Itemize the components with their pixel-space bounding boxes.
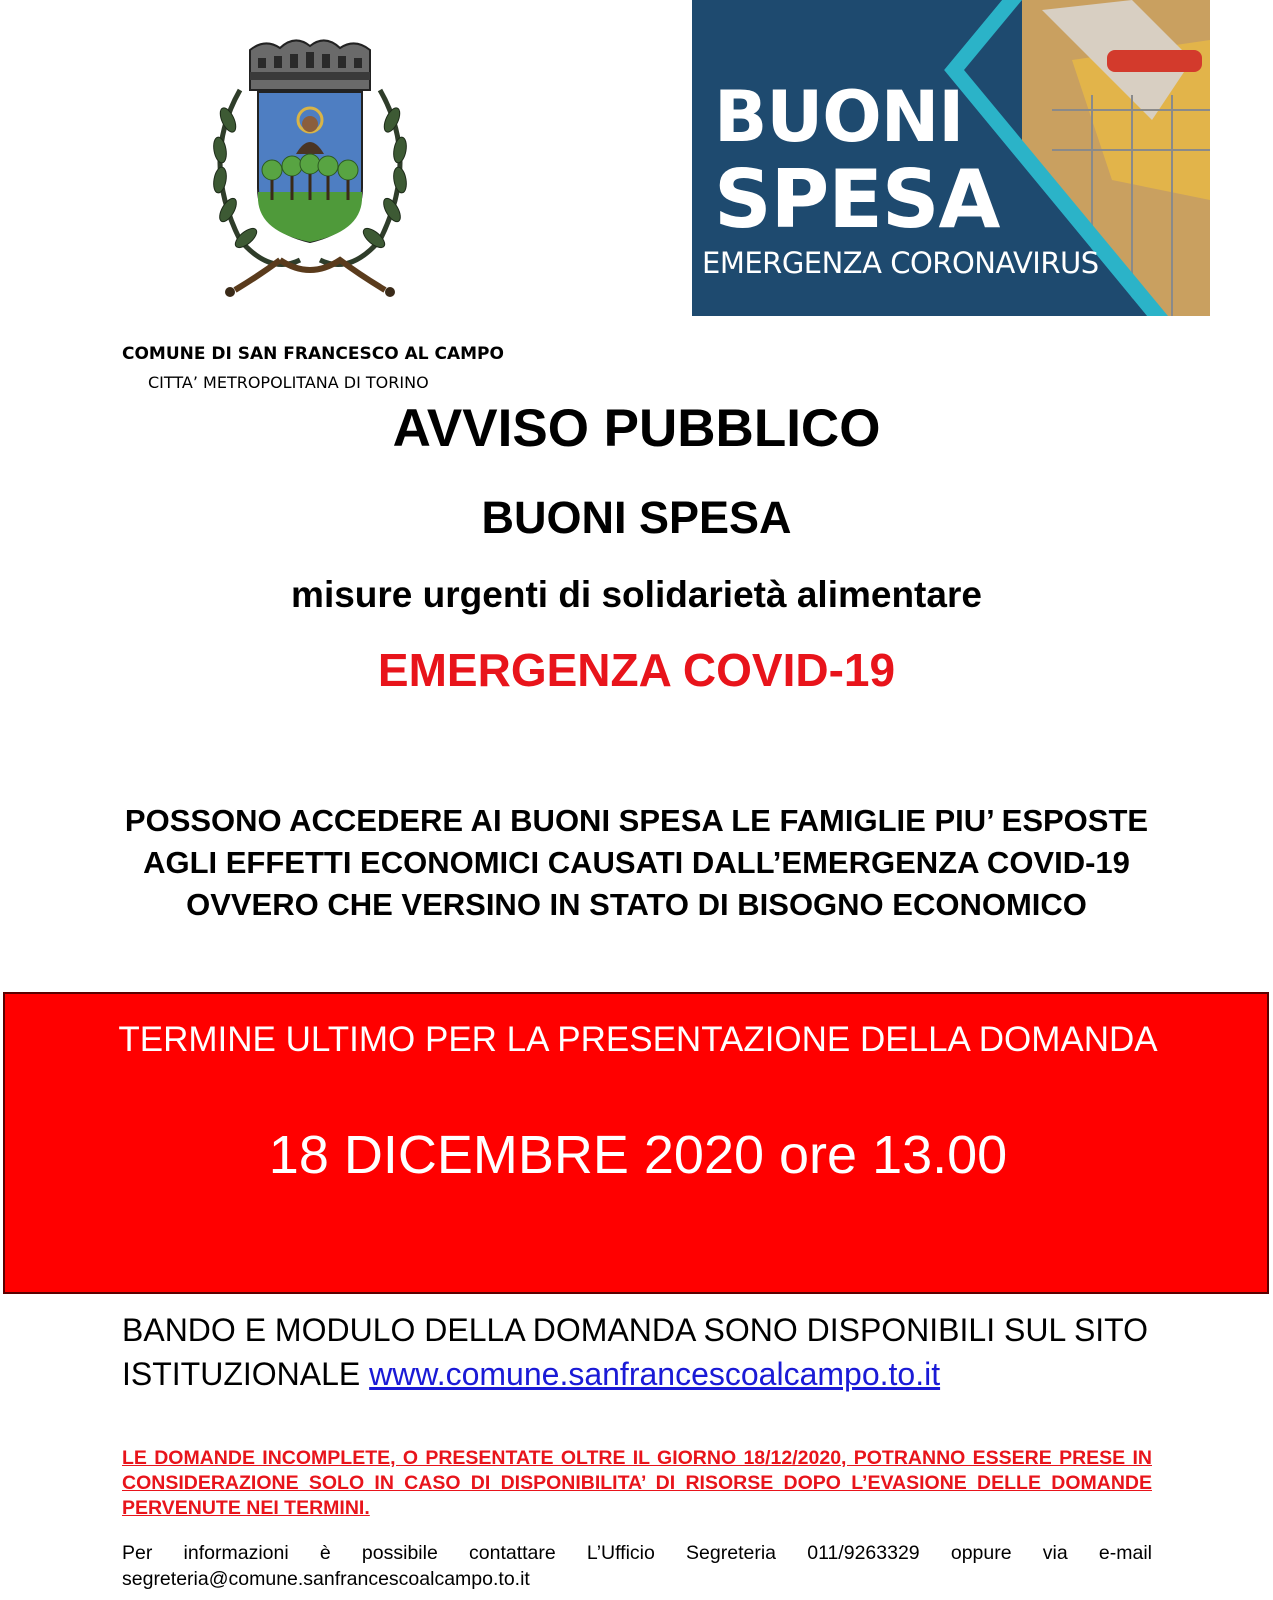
bando-text: BANDO E MODULO DELLA DOMANDA SONO DISPONIBILI SUL SITO ISTITUZIONALE <box>122 1312 1149 1392</box>
comune-name: COMUNE DI SAN FRANCESCO AL CAMPO <box>122 344 504 364</box>
deadline-date: 18 DICEMBRE 2020 ore 13.00 <box>268 1125 1008 1185</box>
banner-line1: BUONI <box>714 76 964 158</box>
title-buoni: BUONI SPESA <box>481 492 792 543</box>
deadline-label: TERMINE ULTIMO PER LA PRESENTAZIONE DELLA DOMANDA <box>118 1020 1158 1059</box>
website-link[interactable]: www.comune.sanfrancescoalcampo.to.it <box>369 1356 941 1392</box>
bando-paragraph <box>122 1308 1273 1396</box>
buoni-spesa-banner <box>692 0 1210 316</box>
title-emergenza: EMERGENZA COVID-19 <box>377 644 896 696</box>
coat-of-arms-icon <box>200 20 420 310</box>
contact-info: Per informazioni è possibile contattare L’Ufficio Segreteria 011/9263329 oppure via e-mail segreteria@comune.sanfrancescoalcampo.to.it <box>122 1542 1152 1590</box>
eligibility-paragraph: POSSONO ACCEDERE AI BUONI SPESA LE FAMIGLIE PIU’ ESPOSTE AGLI EFFETTI ECONOMICI CAUSATI DALL’EMERGENZA COVID-19 OVVERO CHE VERSINO IN STATO DI BISOGNO ECONOMICO <box>124 803 1149 922</box>
banner-line3: EMERGENZA CORONAVIRUS <box>702 246 1099 280</box>
banner-line2: SPESA <box>714 153 1000 246</box>
warning-paragraph: LE DOMANDE INCOMPLETE, O PRESENTATE OLTRE IL GIORNO 18/12/2020, POTRANNO ESSERE PRESE IN CONSIDERAZIONE SOLO IN CASO DI DISPONIBILITA’ DI RISORSE DOPO L’EVASIONE DELLE DOMANDE PERVENUTE NEI TERMINI. <box>122 1447 1152 1519</box>
citta-metropolitana: CITTA’ METROPOLITANA DI TORINO <box>148 373 429 392</box>
deadline-box <box>3 992 1269 1294</box>
subtitle-misure: misure urgenti di solidarietà alimentare <box>291 574 982 615</box>
title-avviso: AVVISO PUBBLICO <box>392 399 881 458</box>
